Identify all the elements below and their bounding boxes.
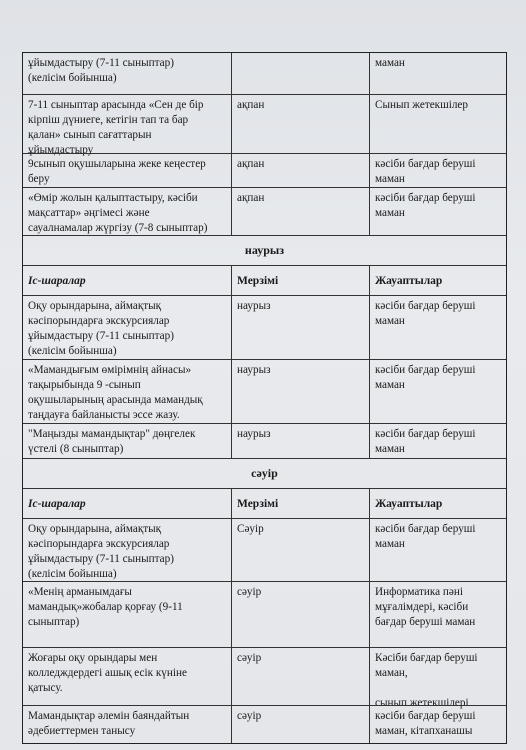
cell-line: кәсіби бағдар беруші	[375, 428, 476, 440]
cell-line: беру	[28, 173, 50, 185]
activity-cell	[23, 582, 231, 647]
term-cell: наурыз	[231, 424, 369, 458]
table-row	[23, 647, 506, 709]
month-heading-row	[23, 235, 506, 265]
table-header-row	[23, 265, 506, 295]
activity-cell	[23, 95, 231, 156]
table-row	[23, 423, 506, 458]
cell-line: кәсіби бағдар беруші	[375, 300, 476, 312]
cell-line: сауалнамалар жүргізу (7-8 сыныптар)	[28, 222, 208, 234]
cell-line: кәсіби бағдар беруші	[375, 523, 476, 535]
cell-line: «Өмір жолын қалыптастыру, кәсіби	[28, 192, 198, 204]
cell-line: мұғалімдері, кәсіби	[375, 601, 469, 613]
cell-line: мақсаттар» әңгімесі және	[28, 207, 150, 219]
term-cell: Сәуір	[231, 519, 369, 581]
activity-cell	[23, 424, 231, 458]
cell-line: маман	[375, 173, 405, 185]
cell-line: 7-11 сыныптар арасында «Сен де бір	[28, 99, 204, 111]
term-cell: наурыз	[231, 296, 369, 359]
cell-line: (келісім бойынша)	[28, 72, 117, 84]
cell-line: бағдар беруші маман	[375, 616, 476, 628]
cell-line: Мамандықтар әлемін баяндайтын	[28, 710, 190, 722]
cell-line: «Мамандығым өмірімнің айнасы»	[28, 364, 192, 376]
responsible-cell	[369, 648, 506, 709]
activity-cell	[23, 188, 231, 235]
cell-line: "Маңызды мамандықтар" дөңгелек	[28, 428, 196, 440]
header-activity: Іс-шаралар	[28, 275, 86, 287]
month-heading-row	[23, 458, 506, 488]
cell-line: ұйымдастыру (7-11 сыныптар)	[28, 330, 174, 342]
cell-line: маман	[375, 443, 405, 455]
term-cell: наурыз	[231, 360, 369, 423]
cell-line: колледждердегі ашық есік күніне	[28, 667, 187, 679]
term-cell: сәуір	[231, 648, 369, 705]
header-responsible: Жауаптылар	[369, 489, 506, 518]
activity-cell	[23, 296, 231, 359]
header-term: Мерзімі	[231, 489, 369, 518]
cell-line: кәсіби бағдар беруші	[375, 364, 476, 376]
cell-line: тақырыбында 9 -сынып	[28, 379, 141, 391]
header-responsible: Жауаптылар	[369, 266, 506, 295]
responsible-cell	[369, 424, 506, 458]
cell-line: (келісім бойынша)	[28, 345, 117, 357]
cell-line: Оқу орындарына, аймақтық	[28, 300, 162, 312]
term-cell	[231, 53, 369, 94]
cell-line: Информатика пәні	[375, 586, 463, 598]
cell-line: кірпіш дүниеге, кетігін тап та бар	[28, 114, 189, 126]
cell-line: кәсіби бағдар беруші	[375, 158, 476, 170]
responsible-cell	[369, 154, 506, 187]
activity-cell	[23, 360, 231, 423]
responsible-cell	[369, 95, 506, 153]
cell-line: кәсіби бағдар беруші	[375, 192, 476, 204]
cell-line: 9сынып оқушыларына жеке кеңестер	[28, 158, 206, 170]
cell-line: қатысу.	[28, 682, 63, 694]
responsible-cell	[369, 519, 506, 581]
cell-line: маман	[375, 315, 405, 327]
cell-line: ұйымдастыру	[28, 144, 94, 156]
responsible-cell	[369, 53, 506, 94]
table-row	[23, 705, 506, 743]
term-cell: сәуір	[231, 706, 369, 743]
cell-line: Оқу орындарына, аймақтық	[28, 523, 162, 535]
cell-line: Сынып жетекшілер	[375, 99, 468, 111]
term-cell: ақпан	[231, 188, 369, 235]
term-cell: сәуір	[231, 582, 369, 647]
table-row	[23, 581, 506, 647]
table-row	[23, 187, 506, 235]
responsible-cell	[369, 582, 506, 647]
table-header-row	[23, 488, 506, 518]
cell-line: «Менің арманымдағы	[28, 586, 132, 598]
activity-cell	[23, 706, 231, 743]
cell-line: маман	[375, 207, 405, 219]
cell-line: маман,	[375, 667, 408, 679]
activity-cell	[23, 648, 231, 705]
cell-line: таңдауға байланысты эссе жазу.	[28, 409, 180, 421]
cell-line: кәсіпорындарға экскурсиялар	[28, 315, 170, 327]
table-row	[23, 94, 506, 156]
cell-line: ұйымдастыру (7-11 сыныптар)	[28, 553, 174, 565]
cell-line: мамандық»жобалар қорғау (9-11	[28, 601, 183, 613]
cell-line: қалан» сынып сағаттарын	[28, 129, 152, 141]
cell-line: маман, кітапханашы	[375, 725, 473, 737]
table-row	[23, 153, 506, 187]
month-heading: сәуір	[251, 466, 278, 480]
table-row	[23, 359, 506, 423]
cell-line: Жоғары оқу орындары мен	[28, 652, 158, 664]
cell-line: әдебиеттермен танысу	[28, 725, 136, 737]
responsible-cell	[369, 706, 506, 743]
activity-cell	[23, 154, 231, 187]
activity-cell	[23, 53, 231, 94]
cell-line: маман	[375, 379, 405, 391]
month-heading: наурыз	[244, 243, 285, 257]
cell-line: маман	[375, 57, 405, 69]
cell-line: сыныптар)	[28, 616, 80, 628]
table-row	[23, 295, 506, 359]
activity-cell	[23, 519, 231, 581]
cell-line: оқушыларының арасында мамандық	[28, 394, 203, 406]
cell-line: ұйымдастыру (7-11 сыныптар)	[28, 57, 174, 69]
table-row	[23, 53, 506, 94]
header-activity: Іс-шаралар	[28, 498, 86, 510]
cell-line: маман	[375, 538, 405, 550]
cell-line: Кәсіби бағдар беруші	[375, 652, 478, 664]
cell-line: сынып жетекшілері	[375, 697, 469, 709]
responsible-cell	[369, 296, 506, 359]
table-row	[23, 518, 506, 581]
cell-line	[375, 681, 501, 696]
term-cell: ақпан	[231, 154, 369, 187]
plan-table	[22, 52, 507, 744]
cell-line: үстелі (8 сыныптар)	[28, 443, 124, 455]
header-term: Мерзімі	[231, 266, 369, 295]
cell-line: кәсіпорындарға экскурсиялар	[28, 538, 170, 550]
responsible-cell	[369, 188, 506, 235]
term-cell: ақпан	[231, 95, 369, 153]
cell-line: (келісім бойынша)	[28, 568, 117, 580]
cell-line: кәсіби бағдар беруші	[375, 710, 476, 722]
responsible-cell	[369, 360, 506, 423]
